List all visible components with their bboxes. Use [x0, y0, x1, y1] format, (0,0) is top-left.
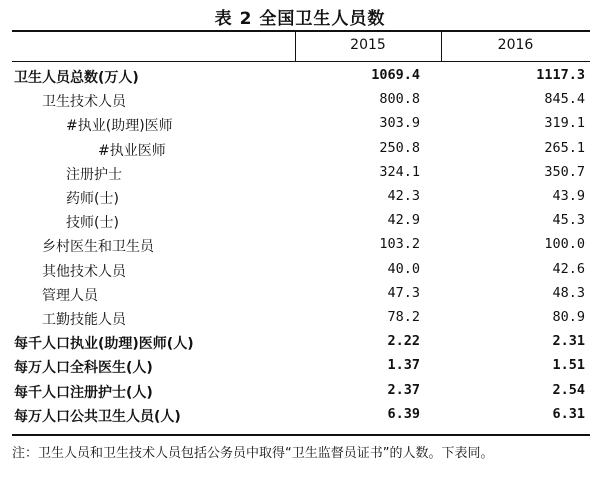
- table-top-rule: [12, 30, 590, 32]
- header-rule: [12, 61, 590, 62]
- value-2016: 100.0: [544, 236, 585, 253]
- value-2015: 6.39: [387, 405, 420, 422]
- row-label: 其他技术人员: [42, 263, 126, 280]
- table-row: [12, 282, 590, 305]
- table-row: [12, 137, 590, 160]
- value-2015: 324.1: [379, 163, 420, 180]
- value-2016: 1.51: [552, 357, 585, 374]
- table-row: [12, 306, 590, 329]
- row-label: #执业(助理)医师: [66, 118, 173, 135]
- row-label: 每万人口公共卫生人员(人): [14, 408, 181, 425]
- row-label: 乡村医生和卫生员: [42, 239, 154, 256]
- value-2015: 47.3: [387, 284, 420, 301]
- value-2016: 45.3: [552, 212, 585, 229]
- table-row: [12, 330, 590, 353]
- table-row: [12, 354, 590, 377]
- table-bottom-rule: [12, 434, 590, 436]
- table-row: [12, 64, 590, 87]
- table-row: [12, 233, 590, 256]
- value-2015: 800.8: [379, 91, 420, 108]
- value-2015: 40.0: [387, 260, 420, 277]
- value-2015: 1.37: [387, 357, 420, 374]
- row-label: 每万人口全科医生(人): [14, 360, 153, 377]
- column-header-2016: 2016: [497, 37, 534, 53]
- value-2016: 350.7: [544, 163, 585, 180]
- value-2016: 319.1: [544, 115, 585, 132]
- value-2016: 265.1: [544, 139, 585, 156]
- table-note: 注：卫生人员和卫生技术人员包括公务员中取得“卫生监督员证书”的人数。下表同。: [12, 446, 494, 461]
- table-title: 表 2 全国卫生人员数: [214, 9, 386, 29]
- row-label: 每千人口注册护士(人): [14, 384, 153, 401]
- column-header-2015: 2015: [350, 37, 386, 53]
- row-label: 技师(士): [66, 215, 119, 232]
- value-2015: 42.9: [387, 212, 420, 229]
- table-row: [12, 258, 590, 281]
- value-2015: 2.22: [387, 333, 420, 350]
- value-2015: 2.37: [387, 381, 420, 398]
- value-2016: 80.9: [552, 309, 585, 325]
- row-label: 卫生技术人员: [42, 94, 126, 111]
- value-2015: 42.3: [387, 188, 420, 204]
- row-label: 每千人口执业(助理)医师(人): [14, 336, 194, 353]
- table-row: [12, 88, 590, 111]
- table-row: [12, 112, 590, 135]
- table-row: [12, 379, 590, 402]
- value-2015: 103.2: [379, 236, 420, 253]
- table-row: [12, 161, 590, 184]
- value-2016: 845.4: [544, 91, 585, 108]
- row-label: 管理人员: [42, 287, 98, 304]
- table-row: [12, 403, 590, 426]
- row-label: 药师(士): [66, 191, 119, 207]
- row-label: 注册护士: [66, 166, 122, 183]
- value-2015: 78.2: [387, 309, 420, 325]
- value-2015: 250.8: [379, 139, 420, 156]
- value-2016: 43.9: [552, 188, 585, 204]
- table-row: [12, 185, 590, 208]
- value-2015: 1069.4: [371, 67, 420, 83]
- row-label: 卫生人员总数(万人): [14, 70, 139, 86]
- value-2016: 6.31: [552, 405, 585, 422]
- value-2016: 2.54: [552, 381, 585, 398]
- value-2016: 1117.3: [536, 67, 585, 83]
- row-label: 工勤技能人员: [42, 312, 126, 328]
- value-2016: 2.31: [552, 333, 585, 350]
- table-row: [12, 209, 590, 232]
- value-2016: 42.6: [552, 260, 585, 277]
- value-2016: 48.3: [552, 284, 585, 301]
- value-2015: 303.9: [379, 115, 420, 132]
- row-label: #执业医师: [98, 142, 166, 159]
